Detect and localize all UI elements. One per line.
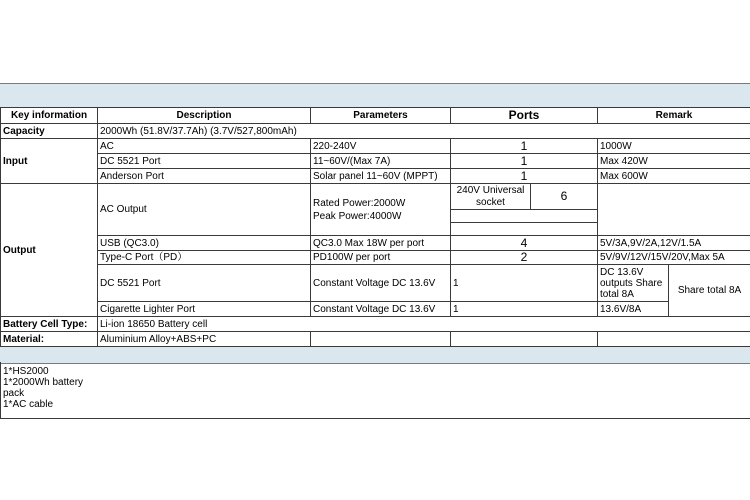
output-cig-description: Cigarette Lighter Port [98,302,311,317]
input-description: AC [98,139,311,154]
material-value: Aluminium Alloy+ABS+PC [98,332,311,347]
output-dc-ports: 1 [451,265,598,302]
material-empty [598,332,750,347]
section-band [0,346,750,364]
output-ac-remark [598,184,750,236]
battery-label: Battery Cell Type: [1,317,98,332]
input-ports: 1 [451,139,598,154]
output-typec-ports: 2 [451,251,598,265]
output-ac-ports-empty [451,223,598,236]
input-ports: 1 [451,154,598,169]
header-ports: Ports [451,108,598,124]
header-row [1,108,750,124]
input-parameters: 220-240V [311,139,451,154]
output-cig-ports: 1 [451,302,598,317]
input-description: Anderson Port [98,169,311,184]
output-dc-parameters: Constant Voltage DC 13.6V [311,265,451,302]
output-usb-description: USB (QC3.0) [98,236,311,251]
output-row-dc5521 [1,265,750,302]
package-item: 1*AC cable [3,399,54,410]
input-remark: 1000W [598,139,750,154]
output-cig-parameters: Constant Voltage DC 13.6V [311,302,451,317]
output-typec-remark: 5V/9V/12V/15V/20V,Max 5A [598,251,750,265]
input-row-dc [1,154,750,169]
output-label: Output [1,184,98,317]
input-label: Input [1,139,98,184]
input-description: DC 5521 Port [98,154,311,169]
material-label: Material: [1,332,98,347]
output-ac-parameters [311,184,451,236]
input-ports: 1 [451,169,598,184]
input-row-ac [1,139,750,154]
output-usb-remark: 5V/3A,9V/2A,12V/1.5A [598,236,750,251]
input-parameters: 11~60V/(Max 7A) [311,154,451,169]
output-row-usb [1,236,750,251]
package-list [3,366,93,410]
material-empty [451,332,598,347]
input-row-anderson [1,169,750,184]
output-row-cig [1,302,750,317]
output-ac-rated: Rated Power:2000W [313,197,406,209]
output-row-ac-a [1,184,750,210]
output-usb-parameters: QC3.0 Max 18W per port [311,236,451,251]
package-item: pack [3,388,25,399]
capacity-value: 2000Wh (51.8V/37.7Ah) (3.7V/527,800mAh) [98,124,750,139]
package-left-rule [0,362,1,419]
input-remark: Max 600W [598,169,750,184]
capacity-label: Capacity [1,124,98,139]
output-ac-socket-count: 6 [531,184,598,210]
output-ac-peak: Peak Power:4000W [313,210,402,222]
spec-table [0,107,750,347]
header-band [0,83,750,108]
header-key: Key information [1,108,98,124]
package-item: 1*HS2000 [3,366,49,377]
output-cig-remark: 13.6V/8A [598,302,669,317]
battery-value: Li-ion 18650 Battery cell [98,317,750,332]
output-usb-ports: 4 [451,236,598,251]
package-bottom-rule [0,418,750,419]
output-typec-description: Type-C Port（PD） [98,251,311,265]
battery-row [1,317,750,332]
capacity-row [1,124,750,139]
header-remark: Remark [598,108,750,124]
package-item: 1*2000Wh battery [3,377,84,388]
output-typec-parameters: PD100W per port [311,251,451,265]
input-parameters: Solar panel 11~60V (MPPT) [311,169,451,184]
output-ac-description: AC Output [98,184,311,236]
output-ac-socket-type: 240V Universal socket [451,184,531,210]
input-remark: Max 420W [598,154,750,169]
material-row [1,332,750,347]
header-parameters: Parameters [311,108,451,124]
output-shared-remark: Share total 8A [669,265,750,317]
output-dc-remark: DC 13.6V outputs Share total 8A [598,265,669,302]
output-ac-ports-empty [451,210,598,223]
output-row-typec [1,251,750,265]
output-dc-description: DC 5521 Port [98,265,311,302]
header-description: Description [98,108,311,124]
material-empty [311,332,451,347]
